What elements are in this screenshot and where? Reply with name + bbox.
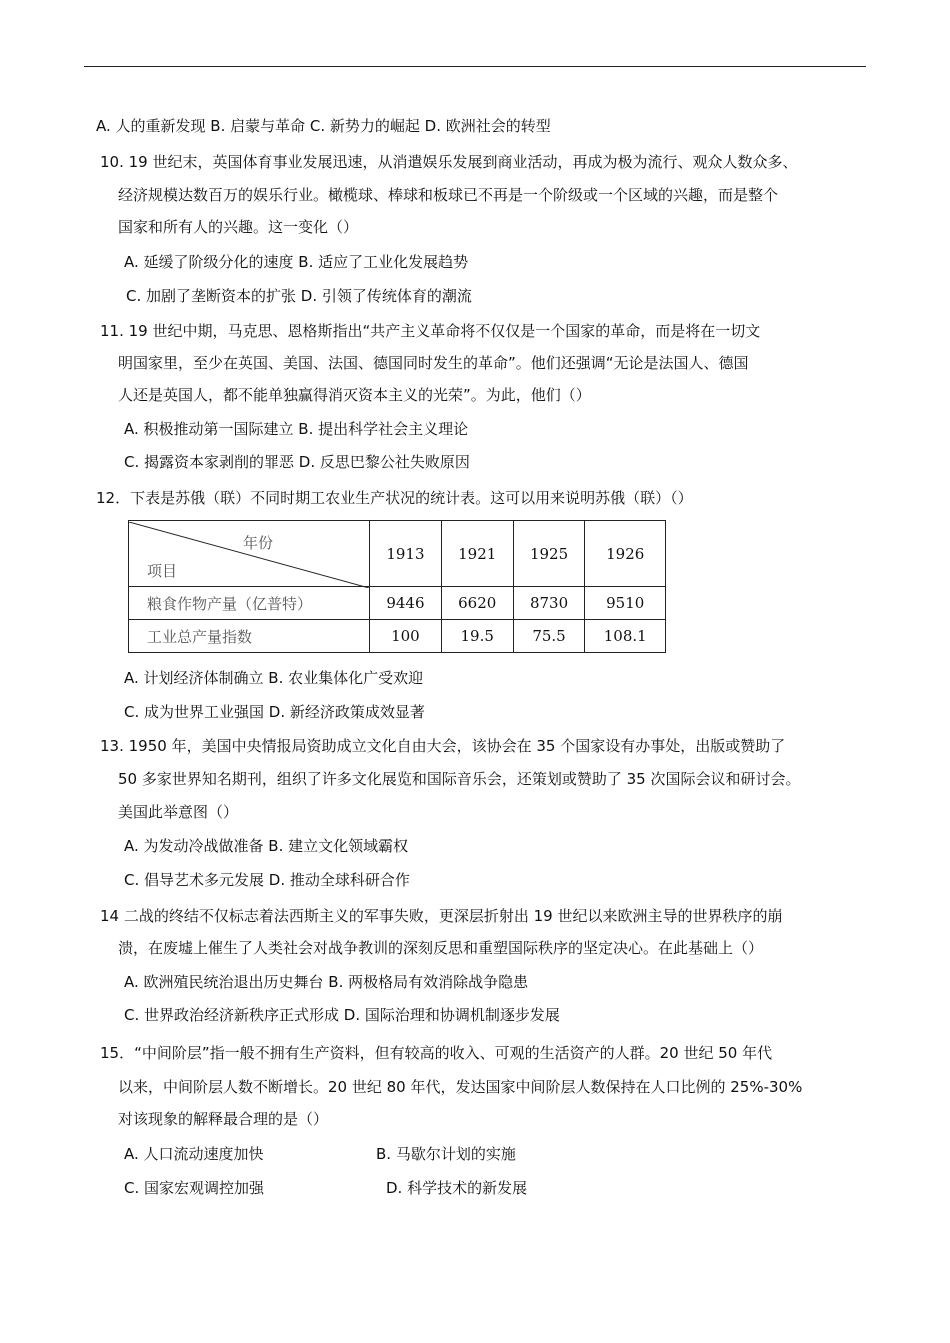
q11-line-2: 明国家里，至少在英国、美国、法国、德国同时发生的革命”。他们还强调“无论是法国人、德国 (118, 354, 749, 372)
q15-option-c: C. 国家宏观调控加强 (124, 1179, 265, 1197)
q11-options-cd: C. 揭露资本家剥削的罪恶 D. 反思巴黎公社失败原因 (124, 453, 470, 471)
row-label: 工业总产量指数 (129, 620, 370, 653)
q10-line-1: 10. 19 世纪末，英国体育事业发展迅速，从消遣娱乐发展到商业活动，再成为极为流行、观众人数众多、 (100, 153, 798, 171)
q15-option-a: A. 人口流动速度加快 (124, 1145, 264, 1163)
q10-options-ab: A. 延缓了阶级分化的速度 B. 适应了工业化发展趋势 (124, 253, 469, 271)
row-label: 粮食作物产量（亿普特） (129, 587, 370, 620)
q15-option-d: D. 科学技术的新发展 (386, 1179, 528, 1197)
q14-options-cd: C. 世界政治经济新秩序正式形成 D. 国际治理和协调机制逐步发展 (124, 1006, 560, 1024)
table-row (129, 620, 666, 653)
table-cell: 100 (370, 620, 442, 653)
q14-options-ab: A. 欧洲殖民统治退出历史舞台 B. 两极格局有效消除战争隐患 (124, 973, 529, 991)
production-stats-table (128, 520, 666, 653)
table-cell: 6620 (441, 587, 513, 620)
q14-line-2: 溃，在废墟上催生了人类社会对战争教训的深刻反思和重塑国际秩序的坚定决心。在此基础上（） (118, 939, 764, 957)
q13-line-1: 13. 1950 年，美国中央情报局资助成立文化自由大会，该协会在 35 个国家设有办事处，出版或赞助了 (100, 737, 786, 755)
table-corner-cell (129, 521, 370, 587)
q10-options-cd: C. 加剧了垄断资本的扩张 D. 引领了传统体育的潮流 (126, 287, 472, 305)
q11-options-ab: A. 积极推动第一国际建立 B. 提出科学社会主义理论 (124, 420, 469, 438)
q15-line-3: 对该现象的解释最合理的是（） (118, 1110, 329, 1128)
q12-options-cd: C. 成为世界工业强国 D. 新经济政策成效显著 (124, 703, 425, 721)
year-header: 1925 (513, 521, 585, 587)
table-cell: 9446 (370, 587, 442, 620)
table-row (129, 587, 666, 620)
q10-line-2: 经济规模达数百万的娱乐行业。橄榄球、棒球和板球已不再是一个阶级或一个区域的兴趣，而是整个 (118, 186, 779, 204)
q11-line-1: 11. 19 世纪中期，马克思、恩格斯指出“共产主义革命将不仅仅是一个国家的革命，而是将在一切文 (100, 322, 761, 340)
table-cell: 75.5 (513, 620, 585, 653)
q11-line-3: 人还是英国人，都不能单独赢得消灭资本主义的光荣”。为此，他们（） (118, 386, 591, 404)
q13-line-2: 50 多家世界知名期刊，组织了许多文化展览和国际音乐会，还策划或赞助了 35 次国际会议和研讨会。 (118, 770, 801, 788)
q15-option-b: B. 马歇尔计划的实施 (376, 1145, 516, 1163)
table-cell: 19.5 (441, 620, 513, 653)
year-header: 1913 (370, 521, 442, 587)
table-cell: 8730 (513, 587, 585, 620)
q15-line-1: 15．“中间阶层”指一般不拥有生产资料，但有较高的收入、可观的生活资产的人群。20 世纪 50 年代 (100, 1044, 773, 1062)
year-header: 1921 (441, 521, 513, 587)
q13-line-3: 美国此举意图（） (118, 803, 239, 821)
year-header: 1926 (585, 521, 666, 587)
q10-line-3: 国家和所有人的兴趣。这一变化（） (118, 218, 359, 236)
corner-year-label: 年份 (242, 533, 273, 552)
q12-line: 12．下表是苏俄（联）不同时期工农业生产状况的统计表。这可以用来说明苏俄（联）（） (96, 489, 693, 507)
q13-options-ab: A. 为发动冷战做准备 B. 建立文化领域霸权 (124, 837, 409, 855)
q13-options-cd: C. 倡导艺术多元发展 D. 推动全球科研合作 (124, 871, 410, 889)
table-cell: 9510 (585, 587, 666, 620)
q15-line-2: 以来，中间阶层人数不断增长。20 世纪 80 年代，发达国家中间阶层人数保持在人口比例的 25%-30% (118, 1078, 803, 1096)
q12-options-ab: A. 计划经济体制确立 B. 农业集体化广受欢迎 (124, 669, 424, 687)
q14-line-1: 14 二战的终结不仅标志着法西斯主义的军事失败，更深层折射出 19 世纪以来欧洲主导的世界秩序的崩 (100, 907, 783, 925)
table-cell: 108.1 (585, 620, 666, 653)
q9-options: A. 人的重新发现 B. 启蒙与革命 C. 新势力的崛起 D. 欧洲社会的转型 (96, 117, 551, 135)
corner-item-label: 项目 (147, 561, 178, 580)
header-rule (84, 66, 866, 67)
